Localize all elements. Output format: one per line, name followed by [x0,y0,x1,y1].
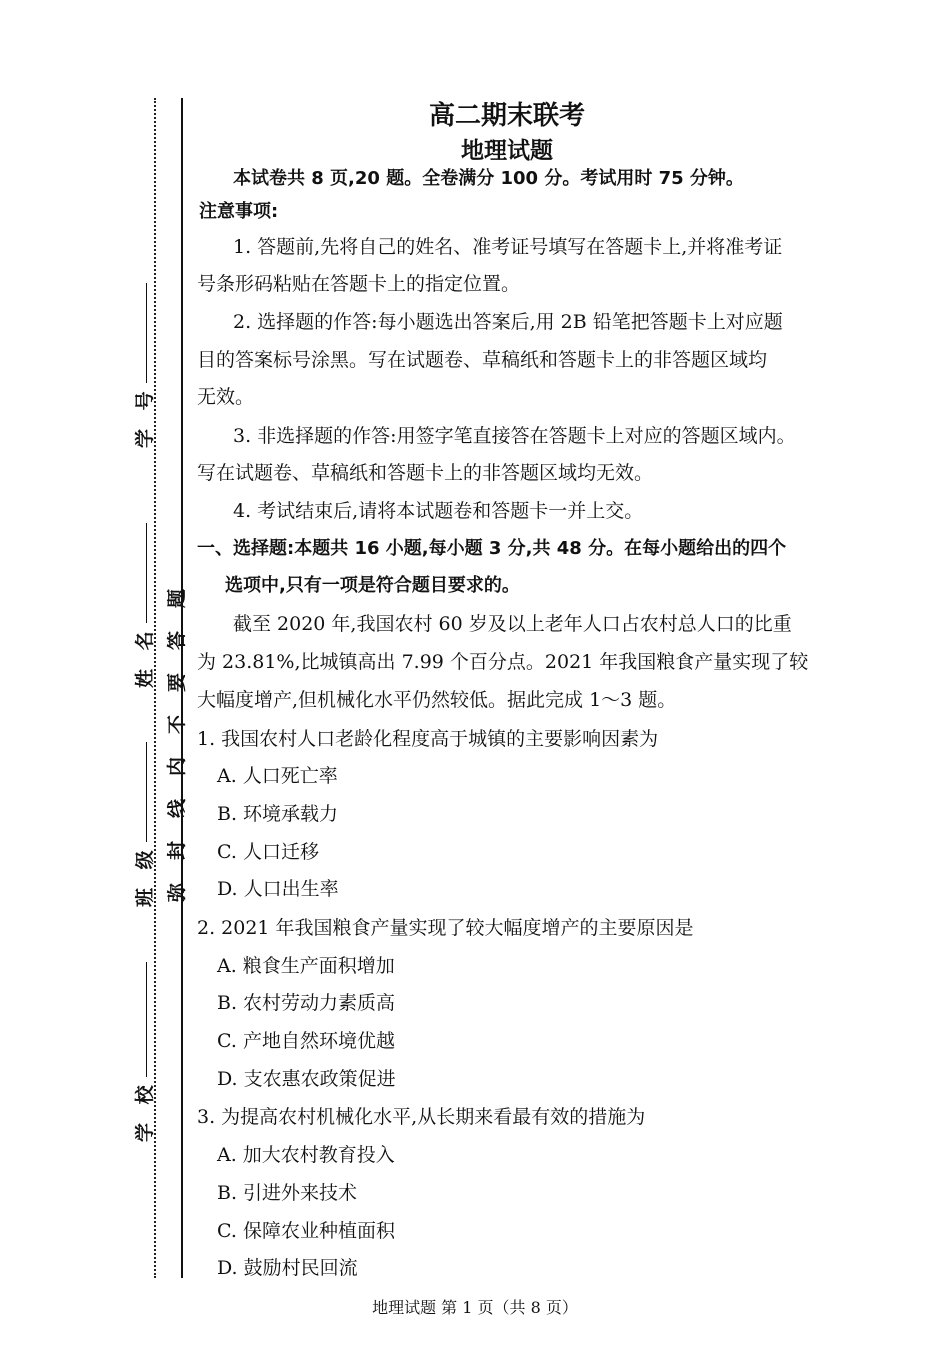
question-1-stem: 1. 我国农村人口老龄化程度高于城镇的主要影响因素为 [197,728,659,750]
notice-item-4: 4. 考试结束后,请将本试题卷和答题卡一并上交。 [233,500,644,522]
class-field[interactable] [130,742,157,907]
exam-summary: 本试卷共 8 页,20 题。全卷满分 100 分。考试用时 75 分钟。 [233,168,744,189]
notice-item-2-line-2: 目的答案标号涂黑。写在试题卷、草稿纸和答题卡上的非答题区域均 [197,349,768,371]
question-3-stem: 3. 为提高农村机械化水平,从长期来看最有效的措施为 [197,1106,646,1128]
name-blank[interactable] [145,523,147,623]
student-id-blank[interactable] [145,283,147,383]
exam-title: 高二期末联考 [428,101,585,131]
question-3-option-a: A. 加大农村教育投入 [217,1144,395,1166]
page-footer: 地理试题 第 1 页（共 8 页） [372,1298,578,1317]
question-3-option-b: B. 引进外来技术 [217,1182,358,1204]
name-field[interactable] [130,523,157,688]
section-heading-line-1: 一、选择题:本题共 16 小题,每小题 3 分,共 48 分。在每小题给出的四个 [197,538,787,559]
school-label: 学 校 [134,1079,156,1142]
question-2-stem: 2. 2021 年我国粮食产量实现了较大幅度增产的主要原因是 [197,917,694,939]
question-3-option-d: D. 鼓励村民回流 [217,1257,358,1279]
class-blank[interactable] [145,742,147,842]
notice-item-3-line-1: 3. 非选择题的作答:用签字笔直接答在答题卡上对应的答题区域内。 [233,425,796,447]
section-heading-line-2: 选项中,只有一项是符合题目要求的。 [225,575,520,596]
class-label: 班 级 [134,844,156,907]
question-2-option-b: B. 农村劳动力素质高 [217,992,396,1014]
question-1-option-c: C. 人口迁移 [217,841,319,863]
name-label: 姓 名 [134,625,156,688]
binding-margin [0,0,195,1346]
passage-line-3: 大幅度增产,但机械化水平仍然较低。据此完成 1～3 题。 [197,689,677,711]
notice-heading: 注意事项: [199,201,279,222]
question-2-option-c: C. 产地自然环境优越 [217,1030,395,1052]
notice-item-2-line-3: 无效。 [197,386,255,408]
passage-line-1: 截至 2020 年,我国农村 60 岁及以上老年人口占农村总人口的比重 [233,613,792,635]
question-1-option-d: D. 人口出生率 [217,878,339,900]
passage-line-2: 为 23.81%,比城镇高出 7.99 个百分点。2021 年我国粮食产量实现了较 [197,651,809,673]
school-blank[interactable] [145,962,147,1077]
question-2-option-d: D. 支农惠农政策促进 [217,1068,396,1090]
seal-warning: 弥封线内不要答题 [166,565,188,902]
notice-item-1-line-2: 号条形码粘贴在答题卡上的指定位置。 [197,273,521,295]
notice-item-3-line-2: 写在试题卷、草稿纸和答题卡上的非答题区域均无效。 [197,462,654,484]
question-2-option-a: A. 粮食生产面积增加 [217,955,395,977]
notice-item-1-line-1: 1. 答题前,先将自己的姓名、准考证号填写在答题卡上,并将准考证 [233,236,783,258]
student-id-label: 学 号 [134,385,156,448]
notice-item-2-line-1: 2. 选择题的作答:每小题选出答案后,用 2B 铅笔把答题卡上对应题 [233,311,783,333]
question-3-option-c: C. 保障农业种植面积 [217,1220,395,1242]
student-id-field[interactable] [130,283,157,448]
question-1-option-b: B. 环境承载力 [217,803,339,825]
exam-subject: 地理试题 [461,137,553,164]
school-field[interactable] [130,962,157,1142]
question-1-option-a: A. 人口死亡率 [217,765,338,787]
